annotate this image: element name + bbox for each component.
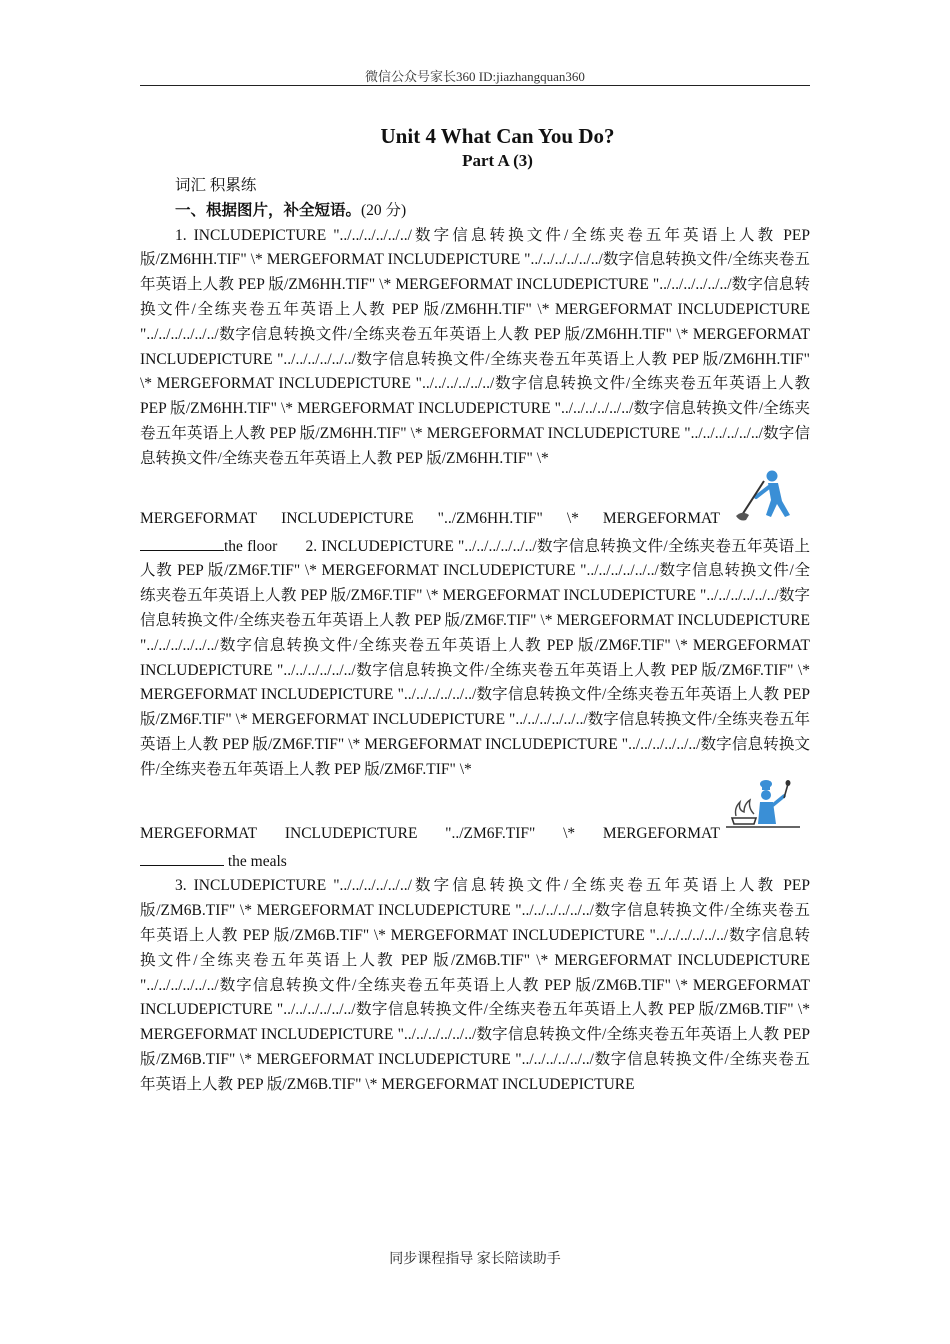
- sweeping-person-icon: [734, 467, 798, 534]
- merge-token: MERGEFORMAT: [140, 824, 258, 842]
- question-heading-text: 一、根据图片，补全短语。: [175, 201, 362, 219]
- answer-blank[interactable]: [140, 849, 224, 866]
- merge-token: INCLUDEPICTURE: [281, 509, 414, 527]
- item-2-merge-tokens: [140, 822, 720, 847]
- cooking-chef-icon: [724, 778, 800, 849]
- item-1-answer-suffix: the floor: [224, 537, 278, 555]
- section-label: 词汇 积累练: [175, 177, 257, 194]
- page-footer: 同步课程指导 家长陪读助手: [389, 1252, 561, 1267]
- item-2-body: 2. INCLUDEPICTURE "../../../../../../数字信息转换文件/全练夹卷五年英语上人教 PEP 版/ZM6F.TIF" \* MERGEFORMAT INCLUDEPICTURE "../../../../../../数字信息转换文件/全练夹卷五年英语上人教 PEP 版/ZM6F.TIF" \* MERGEFORMAT INCLUDEPICTURE "../../../../../../数字信息转换文件/全练夹卷五年英语上人教 PEP 版/ZM6F.TIF" \* MERGEFORMAT INCLUDEPICTURE "../../../../../../数字信息转换文件/全练夹卷五年英语上人教 PEP 版/ZM6F.TIF" \* MERGEFORMAT INCLUDEPICTURE "../../../../../../数字信息转换文件/全练夹卷五年英语上人教 PEP 版/ZM6F.TIF" \* MERGEFORMAT INCLUDEPICTURE "../../../../../../数字信息转换文件/全练夹卷五年英语上人教 PEP 版/ZM6F.TIF" \* MERGEFORMAT INCLUDEPICTURE "../../../../../../数字信息转换文件/全练夹卷五年英语上人教 PEP 版/ZM6F.TIF" \* MERGEFORMAT INCLUDEPICTURE "../../../../../../数字信息转换文件/全练夹卷五年英语上人教 PEP 版/ZM6F.TIF" \*: [140, 537, 810, 778]
- question-points: (20 分): [361, 201, 407, 219]
- page-header: 微信公众号家长360 ID:jiazhangquan360: [365, 69, 585, 84]
- item-2-answer-line: [140, 849, 810, 875]
- merge-token: MERGEFORMAT: [602, 509, 720, 527]
- item-3-body: 3. INCLUDEPICTURE "../../../../../../数字信息转换文件/全练夹卷五年英语上人教 PEP 版/ZM6B.TIF" \* MERGEFORMAT INCLUDEPICTURE "../../../../../../数字信息转换文件/全练夹卷五年英语上人教 PEP 版/ZM6B.TIF" \* MERGEFORMAT INCLUDEPICTURE "../../../../../../数字信息转换文件/全练夹卷五年英语上人教 PEP 版/ZM6B.TIF" \* MERGEFORMAT INCLUDEPICTURE "../../../../../../数字信息转换文件/全练夹卷五年英语上人教 PEP 版/ZM6B.TIF" \* MERGEFORMAT INCLUDEPICTURE "../../../../../../数字信息转换文件/全练夹卷五年英语上人教 PEP 版/ZM6B.TIF" \* MERGEFORMAT INCLUDEPICTURE "../../../../../../数字信息转换文件/全练夹卷五年英语上人教 PEP 版/ZM6B.TIF" \* MERGEFORMAT INCLUDEPICTURE "../../../../../../数字信息转换文件/全练夹卷五年英语上人教 PEP 版/ZM6B.TIF" \* MERGEFORMAT INCLUDEPICTURE: [140, 877, 810, 1093]
- merge-token: \*: [563, 824, 576, 842]
- item-1-merge-tokens: [140, 507, 720, 532]
- page-subtitle: Part A (3): [462, 151, 533, 170]
- header-divider: [140, 85, 810, 86]
- item-1-body: 1. INCLUDEPICTURE "../../../../../../数字信息转换文件/全练夹卷五年英语上人教 PEP 版/ZM6HH.TIF" \* MERGEFORMAT INCLUDEPICTURE "../../../../../../数字信息转换文件/全练夹卷五年英语上人教 PEP 版/ZM6HH.TIF" \* MERGEFORMAT INCLUDEPICTURE "../../../../../../数字信息转换文件/全练夹卷五年英语上人教 PEP 版/ZM6HH.TIF" \* MERGEFORMAT INCLUDEPICTURE "../../../../../../数字信息转换文件/全练夹卷五年英语上人教 PEP 版/ZM6HH.TIF" \* MERGEFORMAT INCLUDEPICTURE "../../../../../../数字信息转换文件/全练夹卷五年英语上人教 PEP 版/ZM6HH.TIF" \* MERGEFORMAT INCLUDEPICTURE "../../../../../../数字信息转换文件/全练夹卷五年英语上人教 PEP 版/ZM6HH.TIF" \* MERGEFORMAT INCLUDEPICTURE "../../../../../../数字信息转换文件/全练夹卷五年英语上人教 PEP 版/ZM6HH.TIF" \* MERGEFORMAT INCLUDEPICTURE "../../../../../../数字信息转换文件/全练夹卷五年英语上人教 PEP 版/ZM6HH.TIF" \*: [140, 226, 810, 467]
- page-title: Unit 4 What Can You Do?: [380, 124, 615, 148]
- merge-token: INCLUDEPICTURE: [284, 824, 418, 842]
- merge-token: MERGEFORMAT: [602, 824, 720, 842]
- item-2-picture-row: [140, 783, 810, 849]
- answer-blank[interactable]: [140, 534, 224, 551]
- merge-token: "../ZM6F.TIF": [445, 824, 536, 842]
- merge-token: \*: [566, 509, 579, 527]
- merge-token: "../ZM6HH.TIF": [437, 509, 543, 527]
- worksheet-body: [140, 174, 810, 1098]
- question-heading: [140, 199, 810, 224]
- item-1-answer-line: [140, 534, 810, 783]
- merge-token: MERGEFORMAT: [140, 509, 258, 527]
- item-1-picture-row: [140, 472, 810, 534]
- item-2-answer-suffix: the meals: [227, 852, 287, 870]
